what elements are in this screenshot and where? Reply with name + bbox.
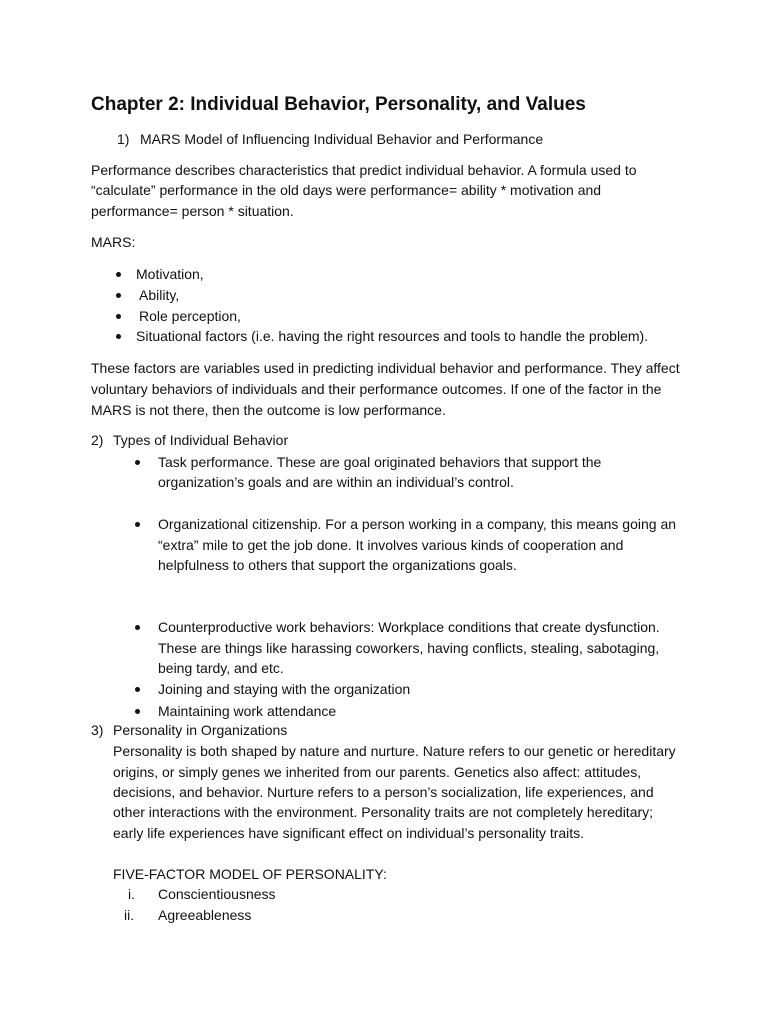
mars-item-ability: Ability, [139,287,180,303]
behavior-item-joining: Joining and staying with the organization [158,681,411,697]
section-1-para1-line1: Performance describes characteristics that predict individual behavior. A formula used to [91,162,637,178]
mars-label: MARS: [91,234,136,250]
behavior-item-citizenship-line3: helpfulness to others that support the organizations goals. [158,557,517,573]
bullet-icon [116,293,121,298]
section-1-para2-line3: MARS is not there, then the outcome is low performance. [91,402,446,418]
ffm-label: FIVE-FACTOR MODEL OF PERSONALITY: [113,866,387,882]
behavior-item-counterproductive-line1: Counterproductive work behaviors: Workplace conditions that create dysfunction. [158,619,660,635]
behavior-item-task-line2: organization’s goals and are within an individual’s control. [158,474,514,490]
section-2-number: 2) [91,432,104,448]
mars-item-situational-factors: Situational factors (i.e. having the right resources and tools to handle the problem). [136,328,649,344]
bullet-icon [135,687,140,692]
bullet-icon [116,334,121,339]
section-3-para-line3: decisions, and behavior. Nurture refers to a person’s socialization, life experiences, and [113,784,654,800]
section-1-para1-line2: “calculate” performance in the old days were performance= ability * motivation and [91,182,602,198]
section-1-number: 1) [117,131,130,147]
bullet-icon [135,460,140,465]
section-1-para2-line1: These factors are variables used in predicting individual behavior and performance. They affect [91,360,680,376]
section-1-para2-line2: voluntary behaviors of individuals and their performance outcomes. If one of the factor in the [91,381,662,397]
behavior-item-counterproductive-line3: being tardy, and etc. [158,660,284,676]
behavior-item-citizenship-line2: “extra” mile to get the job done. It involves various kinds of cooperation and [158,537,624,553]
behavior-item-task-line1: Task performance. These are goal originated behaviors that support the [158,454,602,470]
section-3-para-line2: origins, or simply genes we inherited from our parents. Genetics also affect: attitudes, [113,764,642,780]
mars-item-motivation: Motivation, [136,266,204,282]
bullet-icon [116,314,121,319]
behavior-item-counterproductive-line2: These are things like harassing coworkers, having conflicts, stealing, sabotaging, [158,640,660,656]
ffm-item-numeral: i. [128,886,135,902]
section-1-para1-line3: performance= person * situation. [91,203,294,219]
mars-item-role-perception: Role perception, [139,308,241,324]
behavior-item-attendance: Maintaining work attendance [158,703,337,719]
bullet-icon [116,272,121,277]
section-3-para-line4: other interactions with the environment. Personality traits are not completely hereditary; [113,804,654,820]
section-3-para-line1: Personality is both shaped by nature and nurture. Nature refers to our genetic or hereditary [113,743,676,759]
section-3-para-line5: early life experiences have significant effect on individual’s personality traits. [113,825,585,841]
section-2-heading: Types of Individual Behavior [113,432,289,448]
bullet-icon [135,522,140,527]
section-3-heading: Personality in Organizations [113,722,288,738]
section-1-heading: MARS Model of Influencing Individual Behavior and Performance [140,131,544,147]
bullet-icon [135,625,140,630]
section-3-number: 3) [91,722,104,738]
page-title: Chapter 2: Individual Behavior, Personality, and Values [91,94,586,115]
ffm-item-numeral: ii. [124,907,135,923]
bullet-icon [135,709,140,714]
ffm-item-conscientiousness: Conscientiousness [158,886,276,902]
behavior-item-citizenship-line1: Organizational citizenship. For a person working in a company, this means going an [158,516,677,532]
ffm-item-agreeableness: Agreeableness [158,907,252,923]
